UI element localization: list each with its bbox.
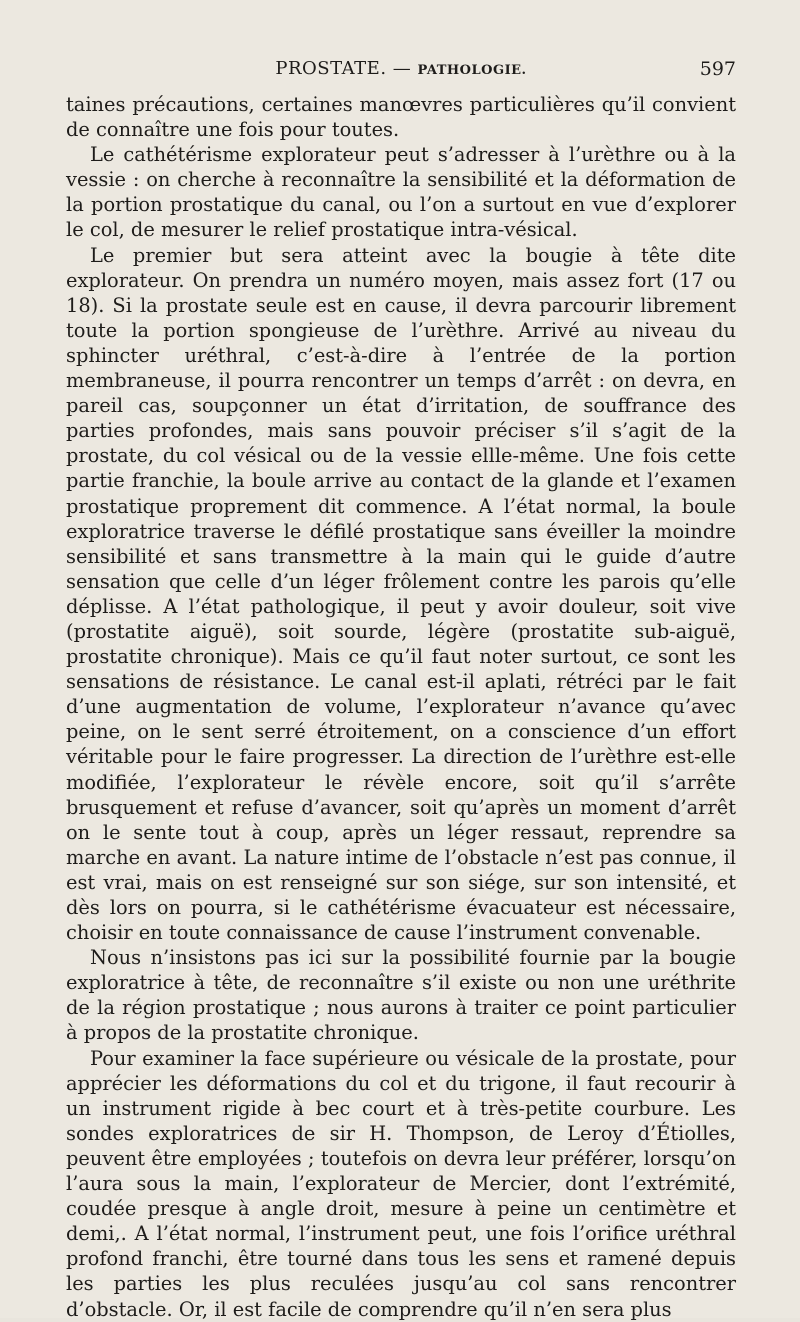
paragraph-urethritis: Nous n’insistons pas ici sur la possibilité fournie par la bougie exploratrice à tête, de reconnaître s’il existe ou non une uréthrite de la région prostatique ; nous aurons à traiter ce point particulier à propos de la prostatite chronique. [66, 946, 736, 1045]
body-text [66, 92, 736, 1322]
paragraph-catheterism: Le cathétérisme explorateur peut s’adresser à l’urèthre ou à la vessie : on cherche à reconnaître la sensibilité et la déformation de la portion prostatique du canal, ou l’on a surtout en vue d’explorer le col, de mesurer le relief prostatique intra-vésical. [66, 143, 736, 242]
paragraph-continued: taines précautions, certaines manœvres particulières qu’il convient de connaître une fois pour toutes. [66, 93, 736, 142]
paragraph-vesical-face: Pour examiner la face supérieure ou vésicale de la prostate, pour apprécier les déformations du col et du trigone, il faut recourir à un instrument rigide à bec court et à très-petite courbure. Les sondes exploratrices de sir H. Thompson, de Leroy d’Étiolles, peuvent être employées ; toutefois on devra leur préférer, lorsqu’on l’aura sous la main, l’explorateur de Mercier, dont l’extrémité, coudée presque à angle droit, mesure à peine un centimètre et demi,. A l’état normal, l’instrument peut, une fois l’orifice uréthral profond franchi, être tourné dans tous les sens et ramené depuis les parties les plus reculées jusqu’au col sans rencontrer d’obstacle. Or, il est facile de comprendre qu’il n’en sera plus [66, 1046, 736, 1321]
header-title: PROSTATE. [275, 58, 387, 79]
page-number: 597 [699, 58, 736, 80]
page-header [66, 58, 736, 88]
header-separator: — [392, 58, 412, 79]
header-section: PATHOLOGIE. [417, 63, 527, 78]
paragraph-explorer-bougie: Le premier but sera atteint avec la bougie à tête dite explorateur. On prendra un numéro moyen, mais assez fort (17 ou 18). Si la prostate seule est en cause, il devra parcourir librement toute la portion spongieuse de l’urèthre. Arrivé au niveau du sphincter uréthral, c’est-à-dire à l’entrée de la portion membraneuse, il pourra rencontrer un temps d’arrêt : on devra, en pareil cas, soupçonner un état d’irritation, de souffrance des parties profondes, mais sans pouvoir préciser s’il s’agit de la prostate, du col vésical ou de la vessie ellle-même. Une fois cette partie franchie, la boule arrive au contact de la glande et l’examen prostatique proprement dit commence. A l’état normal, la boule exploratrice traverse le défilé prostatique sans éveiller la moindre sensibilité et sans transmettre à la main qui le guide d’autre sensation que celle d’un léger frôlement contre les parois qu’elle déplisse. A l’état pathologique, il peut y avoir douleur, soit vive (prostatite aiguë), soit sourde, légère (prostatite sub-aiguë, prostatite chronique). Mais ce qu’il faut noter surtout, ce sont les sensations de résistance. Le canal est-il aplati, rétréci par le fait d’une augmentation de volume, l’explorateur n’avance qu’avec peine, on le sent serré étroitement, on a conscience d’un effort véritable pour le faire progresser. La direction de l’urèthre est-elle modifiée, l’explorateur le révèle encore, soit qu’il s’arrête brusquement et refuse d’avancer, soit qu’après un moment d’arrêt on le sente tout à coup, après un léger ressaut, reprendre sa marche en avant. La nature intime de l’obstacle n’est pas connue, il est vrai, mais on est renseigné sur son siége, sur son intensité, et dès lors on pourra, si le cathétérisme évacuateur est nécessaire, choisir en toute connaissance de cause l’instrument convenable. [66, 243, 736, 945]
running-head [66, 58, 736, 79]
